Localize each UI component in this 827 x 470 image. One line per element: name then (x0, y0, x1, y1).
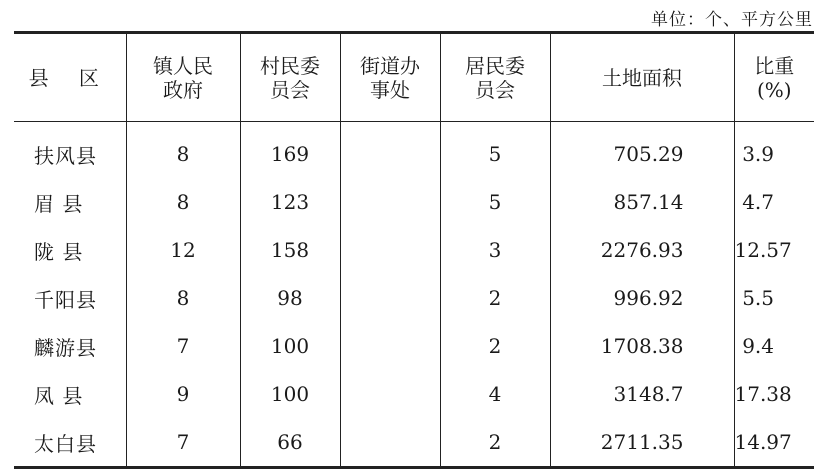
town-government-count: 7 (126, 322, 240, 370)
land-area-value: 3148.7 (550, 370, 734, 418)
table-row (14, 274, 814, 322)
table-row (14, 178, 814, 226)
proportion-value: 5.5 (734, 274, 814, 322)
header-town-government: 镇人民 政府 (126, 33, 240, 122)
header-proportion: 比重(%) (734, 33, 814, 122)
county-name: 扶风县 (34, 143, 97, 168)
land-area-value: 996.92 (550, 274, 734, 322)
resident-committee-count: 5 (440, 122, 550, 179)
subdistrict-office-count (340, 226, 440, 274)
header-county: 县 区 (14, 33, 126, 122)
village-committee-count: 100 (240, 370, 340, 418)
table-row (14, 322, 814, 370)
land-area-value: 705.29 (550, 122, 734, 179)
resident-committee-count: 2 (440, 274, 550, 322)
table-row (14, 370, 814, 418)
town-government-count: 8 (126, 274, 240, 322)
town-government-count: 8 (126, 122, 240, 179)
unit-note: 单位：个、平方公里 (651, 10, 813, 30)
resident-committee-count: 2 (440, 418, 550, 468)
village-committee-count: 169 (240, 122, 340, 179)
county-statistics-table (14, 31, 814, 469)
county-name: 麟游县 (34, 335, 97, 360)
town-government-count: 9 (126, 370, 240, 418)
header-village-committee: 村民委 员会 (240, 33, 340, 122)
proportion-value: 17.38 (734, 370, 814, 418)
resident-committee-count: 2 (440, 322, 550, 370)
land-area-value: 857.14 (550, 178, 734, 226)
land-area-value: 1708.38 (550, 322, 734, 370)
proportion-value: 3.9 (734, 122, 814, 179)
resident-committee-count: 3 (440, 226, 550, 274)
proportion-value: 12.57 (734, 226, 814, 274)
header-subdistrict-office: 街道办 事处 (340, 33, 440, 122)
village-committee-count: 66 (240, 418, 340, 468)
subdistrict-office-count (340, 274, 440, 322)
subdistrict-office-count (340, 370, 440, 418)
county-name: 眉 县 (34, 191, 84, 216)
land-area-value: 2276.93 (550, 226, 734, 274)
subdistrict-office-count (340, 418, 440, 468)
subdistrict-office-count (340, 322, 440, 370)
resident-committee-count: 4 (440, 370, 550, 418)
proportion-value: 9.4 (734, 322, 814, 370)
village-committee-count: 123 (240, 178, 340, 226)
town-government-count: 12 (126, 226, 240, 274)
county-name: 陇 县 (34, 239, 84, 264)
resident-committee-count: 5 (440, 178, 550, 226)
header-land-area: 土地面积 (550, 33, 734, 122)
table-row (14, 122, 814, 179)
header-row (14, 33, 814, 122)
county-name: 千阳县 (34, 287, 97, 312)
village-committee-count: 98 (240, 274, 340, 322)
land-area-value: 2711.35 (550, 418, 734, 468)
village-committee-count: 100 (240, 322, 340, 370)
subdistrict-office-count (340, 178, 440, 226)
village-committee-count: 158 (240, 226, 340, 274)
proportion-value: 14.97 (734, 418, 814, 468)
table-row (14, 418, 814, 468)
county-name: 太白县 (34, 431, 97, 456)
town-government-count: 8 (126, 178, 240, 226)
county-name: 凤 县 (34, 383, 84, 408)
subdistrict-office-count (340, 122, 440, 179)
header-resident-committee: 居民委 员会 (440, 33, 550, 122)
proportion-value: 4.7 (734, 178, 814, 226)
town-government-count: 7 (126, 418, 240, 468)
table-row (14, 226, 814, 274)
